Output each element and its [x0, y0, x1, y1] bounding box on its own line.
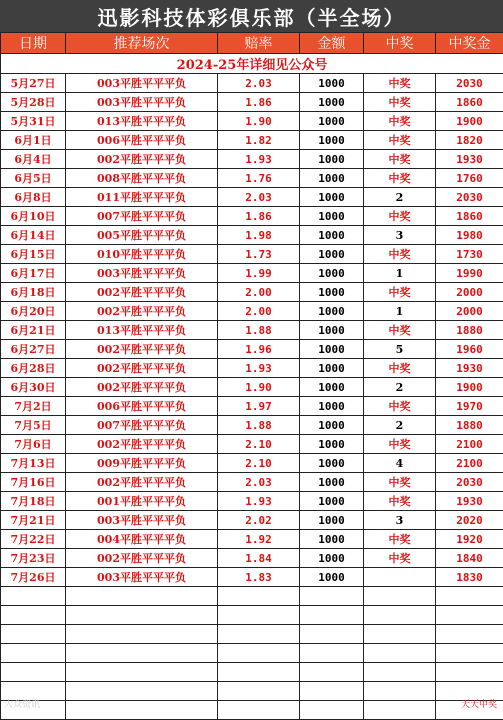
cell-date: 6月30日 — [1, 378, 66, 397]
table-row — [1, 321, 503, 340]
empty-cell — [66, 625, 218, 644]
cell-result: 1 — [364, 302, 436, 321]
cell-pick: 003平胜平平平负 — [66, 93, 218, 112]
empty-cell — [218, 682, 300, 701]
cell-odds: 1.73 — [218, 245, 300, 264]
empty-cell — [364, 644, 436, 663]
empty-cell — [436, 606, 503, 625]
cell-payout: 1980 — [436, 226, 503, 245]
cell-date: 6月8日 — [1, 188, 66, 207]
watermark-right: 天天中奖 — [461, 697, 497, 710]
cell-result: 中奖 — [364, 169, 436, 188]
cell-odds: 1.98 — [218, 226, 300, 245]
cell-payout: 1860 — [436, 207, 503, 226]
cell-result: 3 — [364, 511, 436, 530]
cell-amount: 1000 — [300, 511, 364, 530]
cell-amount: 1000 — [300, 188, 364, 207]
table-row — [1, 397, 503, 416]
empty-row — [1, 663, 503, 682]
cell-odds: 2.00 — [218, 283, 300, 302]
cell-result: 中奖 — [364, 207, 436, 226]
cell-pick: 003平胜平平平负 — [66, 74, 218, 93]
table-row — [1, 207, 503, 226]
table-row — [1, 74, 503, 93]
cell-amount: 1000 — [300, 549, 364, 568]
cell-result: 1 — [364, 264, 436, 283]
table-row — [1, 302, 503, 321]
cell-amount: 1000 — [300, 321, 364, 340]
empty-cell — [1, 625, 66, 644]
cell-date: 7月23日 — [1, 549, 66, 568]
cell-amount: 1000 — [300, 397, 364, 416]
cell-result: 中奖 — [364, 530, 436, 549]
cell-payout: 1860 — [436, 93, 503, 112]
cell-odds: 1.93 — [218, 359, 300, 378]
cell-odds: 1.76 — [218, 169, 300, 188]
cell-odds: 1.96 — [218, 340, 300, 359]
cell-result: 中奖 — [364, 245, 436, 264]
cell-pick: 003平胜平平平负 — [66, 568, 218, 587]
empty-cell — [66, 644, 218, 663]
cell-result: 中奖 — [364, 131, 436, 150]
table-row — [1, 112, 503, 131]
cell-payout: 2030 — [436, 74, 503, 93]
cell-amount: 1000 — [300, 416, 364, 435]
cell-odds: 2.03 — [218, 473, 300, 492]
cell-odds: 2.10 — [218, 454, 300, 473]
empty-row — [1, 701, 503, 720]
cell-pick: 002平胜平平平负 — [66, 283, 218, 302]
cell-odds: 1.88 — [218, 416, 300, 435]
cell-result: 中奖 — [364, 435, 436, 454]
cell-result: 中奖 — [364, 93, 436, 112]
empty-cell — [66, 663, 218, 682]
cell-pick: 008平胜平平平负 — [66, 169, 218, 188]
cell-pick: 002平胜平平平负 — [66, 340, 218, 359]
cell-date: 7月6日 — [1, 435, 66, 454]
cell-payout: 1760 — [436, 169, 503, 188]
cell-date: 6月28日 — [1, 359, 66, 378]
cell-odds: 1.83 — [218, 568, 300, 587]
table-row — [1, 264, 503, 283]
table-row — [1, 416, 503, 435]
empty-cell — [436, 644, 503, 663]
results-table — [0, 32, 503, 720]
empty-cell — [218, 625, 300, 644]
cell-result: 2 — [364, 416, 436, 435]
cell-payout: 2020 — [436, 511, 503, 530]
cell-result: 中奖 — [364, 473, 436, 492]
table-row — [1, 150, 503, 169]
table-row — [1, 169, 503, 188]
cell-result: 2 — [364, 188, 436, 207]
cell-result: 4 — [364, 454, 436, 473]
cell-amount: 1000 — [300, 93, 364, 112]
empty-cell — [66, 587, 218, 606]
table-row — [1, 454, 503, 473]
cell-payout: 1930 — [436, 492, 503, 511]
cell-date: 6月1日 — [1, 131, 66, 150]
cell-pick: 010平胜平平平负 — [66, 245, 218, 264]
table-row — [1, 188, 503, 207]
header-row — [1, 33, 503, 54]
cell-odds: 1.84 — [218, 549, 300, 568]
cell-odds: 1.86 — [218, 207, 300, 226]
cell-payout: 1880 — [436, 416, 503, 435]
empty-cell — [364, 682, 436, 701]
cell-result — [364, 568, 436, 587]
cell-pick: 002平胜平平平负 — [66, 359, 218, 378]
cell-pick: 002平胜平平平负 — [66, 549, 218, 568]
cell-amount: 1000 — [300, 245, 364, 264]
cell-date: 7月2日 — [1, 397, 66, 416]
empty-cell — [66, 682, 218, 701]
cell-payout: 1820 — [436, 131, 503, 150]
watermark-left: 大众资讯 — [4, 697, 40, 710]
cell-pick: 013平胜平平平负 — [66, 321, 218, 340]
cell-amount: 1000 — [300, 359, 364, 378]
cell-result: 3 — [364, 226, 436, 245]
cell-payout: 1830 — [436, 568, 503, 587]
column-header-pick: 推荐场次 — [66, 33, 218, 54]
cell-date: 6月10日 — [1, 207, 66, 226]
cell-amount: 1000 — [300, 131, 364, 150]
cell-pick: 009平胜平平平负 — [66, 454, 218, 473]
table-row — [1, 511, 503, 530]
cell-odds: 2.03 — [218, 74, 300, 93]
empty-cell — [218, 663, 300, 682]
cell-date: 7月5日 — [1, 416, 66, 435]
empty-cell — [364, 701, 436, 720]
table-row — [1, 378, 503, 397]
cell-payout: 2000 — [436, 302, 503, 321]
cell-pick: 007平胜平平平负 — [66, 416, 218, 435]
cell-pick: 002平胜平平平负 — [66, 378, 218, 397]
subtitle-row — [1, 54, 503, 74]
cell-date: 6月5日 — [1, 169, 66, 188]
cell-date: 6月20日 — [1, 302, 66, 321]
table-row — [1, 549, 503, 568]
cell-result: 中奖 — [364, 112, 436, 131]
cell-pick: 006平胜平平平负 — [66, 131, 218, 150]
cell-amount: 1000 — [300, 112, 364, 131]
cell-odds: 2.02 — [218, 511, 300, 530]
cell-pick: 002平胜平平平负 — [66, 150, 218, 169]
table-row — [1, 283, 503, 302]
cell-date: 6月21日 — [1, 321, 66, 340]
cell-result: 中奖 — [364, 359, 436, 378]
cell-date: 7月22日 — [1, 530, 66, 549]
empty-cell — [66, 701, 218, 720]
subtitle: 2024-25年详细见公众号 — [1, 54, 503, 74]
cell-payout: 1730 — [436, 245, 503, 264]
cell-odds: 1.93 — [218, 150, 300, 169]
column-header-payout: 中奖金 — [436, 33, 503, 54]
empty-cell — [436, 625, 503, 644]
cell-payout: 1930 — [436, 150, 503, 169]
cell-date: 6月15日 — [1, 245, 66, 264]
cell-result: 5 — [364, 340, 436, 359]
cell-amount: 1000 — [300, 283, 364, 302]
cell-date: 6月14日 — [1, 226, 66, 245]
cell-payout: 1960 — [436, 340, 503, 359]
cell-payout: 1900 — [436, 378, 503, 397]
cell-amount: 1000 — [300, 150, 364, 169]
empty-cell — [218, 606, 300, 625]
cell-pick: 001平胜平平平负 — [66, 492, 218, 511]
cell-payout: 1990 — [436, 264, 503, 283]
empty-cell — [436, 587, 503, 606]
cell-result: 中奖 — [364, 492, 436, 511]
table-row — [1, 93, 503, 112]
cell-pick: 003平胜平平平负 — [66, 264, 218, 283]
cell-date: 6月4日 — [1, 150, 66, 169]
cell-date: 5月31日 — [1, 112, 66, 131]
cell-pick: 002平胜平平平负 — [66, 302, 218, 321]
empty-cell — [218, 701, 300, 720]
cell-result: 中奖 — [364, 397, 436, 416]
cell-payout: 1970 — [436, 397, 503, 416]
cell-amount: 1000 — [300, 454, 364, 473]
empty-cell — [66, 606, 218, 625]
table-row — [1, 568, 503, 587]
cell-date: 5月27日 — [1, 74, 66, 93]
cell-date: 7月26日 — [1, 568, 66, 587]
cell-pick: 003平胜平平平负 — [66, 511, 218, 530]
empty-cell — [300, 606, 364, 625]
cell-pick: 007平胜平平平负 — [66, 207, 218, 226]
cell-payout: 2000 — [436, 283, 503, 302]
cell-amount: 1000 — [300, 378, 364, 397]
table-row — [1, 226, 503, 245]
cell-amount: 1000 — [300, 74, 364, 93]
column-header-result: 中奖 — [364, 33, 436, 54]
cell-odds: 2.03 — [218, 188, 300, 207]
column-header-odds: 赔率 — [218, 33, 300, 54]
empty-row — [1, 625, 503, 644]
cell-payout: 1880 — [436, 321, 503, 340]
cell-date: 5月28日 — [1, 93, 66, 112]
sheet-title: 迅影科技体彩俱乐部（半全场） — [0, 0, 503, 32]
cell-payout: 1930 — [436, 359, 503, 378]
cell-odds: 1.99 — [218, 264, 300, 283]
cell-amount: 1000 — [300, 340, 364, 359]
cell-result: 2 — [364, 378, 436, 397]
cell-payout: 2100 — [436, 454, 503, 473]
empty-cell — [300, 682, 364, 701]
empty-cell — [300, 701, 364, 720]
cell-odds: 1.86 — [218, 93, 300, 112]
table-row — [1, 131, 503, 150]
cell-payout: 1920 — [436, 530, 503, 549]
table-row — [1, 245, 503, 264]
cell-date: 7月21日 — [1, 511, 66, 530]
cell-payout: 2030 — [436, 473, 503, 492]
cell-odds: 2.00 — [218, 302, 300, 321]
column-header-date: 日期 — [1, 33, 66, 54]
cell-payout: 1900 — [436, 112, 503, 131]
cell-odds: 1.90 — [218, 112, 300, 131]
cell-odds: 1.92 — [218, 530, 300, 549]
empty-cell — [300, 625, 364, 644]
cell-result: 中奖 — [364, 74, 436, 93]
cell-odds: 2.10 — [218, 435, 300, 454]
empty-cell — [1, 644, 66, 663]
table-row — [1, 492, 503, 511]
cell-payout: 1840 — [436, 549, 503, 568]
table-row — [1, 340, 503, 359]
cell-amount: 1000 — [300, 492, 364, 511]
empty-cell — [300, 644, 364, 663]
empty-cell — [300, 587, 364, 606]
empty-cell — [1, 663, 66, 682]
table-row — [1, 435, 503, 454]
cell-odds: 1.97 — [218, 397, 300, 416]
cell-result: 中奖 — [364, 150, 436, 169]
empty-row — [1, 682, 503, 701]
empty-cell — [364, 663, 436, 682]
cell-pick: 011平胜平平平负 — [66, 188, 218, 207]
cell-amount: 1000 — [300, 264, 364, 283]
cell-result: 中奖 — [364, 321, 436, 340]
cell-amount: 1000 — [300, 473, 364, 492]
cell-amount: 1000 — [300, 302, 364, 321]
cell-odds: 1.90 — [218, 378, 300, 397]
cell-result: 中奖 — [364, 283, 436, 302]
cell-pick: 002平胜平平平负 — [66, 473, 218, 492]
cell-odds: 1.82 — [218, 131, 300, 150]
column-header-amount: 金额 — [300, 33, 364, 54]
cell-pick: 004平胜平平平负 — [66, 530, 218, 549]
cell-date: 6月17日 — [1, 264, 66, 283]
empty-cell — [218, 587, 300, 606]
cell-amount: 1000 — [300, 207, 364, 226]
cell-pick: 013平胜平平平负 — [66, 112, 218, 131]
cell-pick: 002平胜平平平负 — [66, 435, 218, 454]
cell-amount: 1000 — [300, 568, 364, 587]
empty-cell — [364, 587, 436, 606]
cell-odds: 1.88 — [218, 321, 300, 340]
empty-cell — [1, 606, 66, 625]
cell-amount: 1000 — [300, 530, 364, 549]
cell-pick: 006平胜平平平负 — [66, 397, 218, 416]
empty-cell — [364, 606, 436, 625]
empty-row — [1, 644, 503, 663]
cell-amount: 1000 — [300, 435, 364, 454]
empty-row — [1, 587, 503, 606]
empty-cell — [364, 625, 436, 644]
cell-payout: 2100 — [436, 435, 503, 454]
cell-amount: 1000 — [300, 226, 364, 245]
cell-result: 中奖 — [364, 549, 436, 568]
empty-row — [1, 606, 503, 625]
cell-pick: 005平胜平平平负 — [66, 226, 218, 245]
cell-date: 7月13日 — [1, 454, 66, 473]
empty-cell — [1, 587, 66, 606]
cell-date: 7月18日 — [1, 492, 66, 511]
table-row — [1, 359, 503, 378]
table-row — [1, 473, 503, 492]
table-row — [1, 530, 503, 549]
cell-odds: 1.93 — [218, 492, 300, 511]
empty-cell — [436, 663, 503, 682]
empty-cell — [218, 644, 300, 663]
empty-cell — [300, 663, 364, 682]
cell-payout: 2030 — [436, 188, 503, 207]
cell-amount: 1000 — [300, 169, 364, 188]
cell-date: 7月16日 — [1, 473, 66, 492]
cell-date: 6月27日 — [1, 340, 66, 359]
cell-date: 6月18日 — [1, 283, 66, 302]
